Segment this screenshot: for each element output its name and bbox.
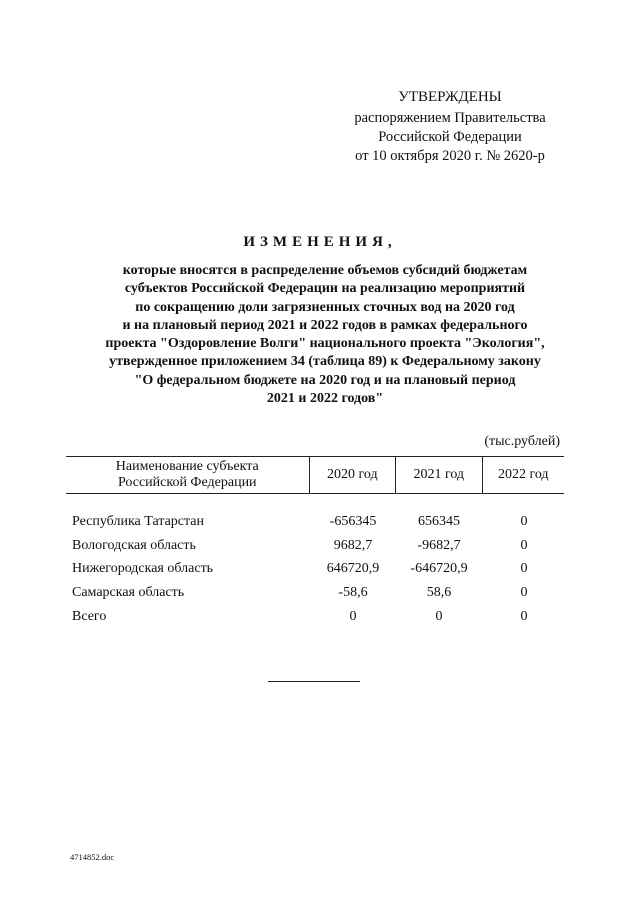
cell-2021: -646720,9 <box>410 561 468 577</box>
document-id: 4714852.doc <box>70 852 115 862</box>
table-body <box>66 510 564 628</box>
table-row <box>66 534 564 558</box>
document-title: ИЗМЕНЕНИЯ, <box>243 234 397 250</box>
document-subtitle <box>80 262 570 408</box>
subtitle-line: 2021 и 2022 годов" <box>266 391 384 407</box>
approval-line-2: Российской Федерации <box>378 129 522 145</box>
approval-heading: УТВЕРЖДЕНЫ <box>398 89 502 105</box>
cell-2020: 9682,7 <box>333 537 373 553</box>
cell-2020: -656345 <box>329 513 377 529</box>
end-separator-line <box>268 681 360 682</box>
approval-block <box>330 88 570 166</box>
cell-2022: 0 <box>520 561 528 577</box>
cell-subject: Республика Татарстан <box>72 513 205 529</box>
cell-subject: Нижегородская область <box>72 561 214 577</box>
cell-2022: 0 <box>520 584 528 600</box>
cell-2021: 656345 <box>418 513 460 529</box>
cell-2022: 0 <box>520 537 528 553</box>
table-row <box>66 510 564 534</box>
subtitle-line: утвержденное приложением 34 (таблица 89) к Федеральному закону <box>109 354 541 370</box>
cell-subject: Всего <box>72 608 107 624</box>
header-subject-line-1: Наименование субъекта <box>115 459 259 474</box>
cell-2020: 646720,9 <box>326 561 380 577</box>
cell-2021: -9682,7 <box>417 537 461 553</box>
subtitle-line: проекта "Оздоровление Волги" национального проекта "Экология", <box>105 336 545 352</box>
subtitle-line: по сокращению доли загрязненных сточных вод на 2020 год <box>135 299 515 315</box>
cell-2022: 0 <box>520 513 528 529</box>
cell-2020: -58,6 <box>338 584 368 600</box>
approval-line-3: от 10 октября 2020 г. № 2620-р <box>355 148 545 164</box>
cell-2020: 0 <box>349 608 357 624</box>
cell-2022: 0 <box>520 608 528 624</box>
subtitle-line: которые вносятся в распределение объемов субсидий бюджетам <box>122 263 528 278</box>
header-2022: 2022 год <box>482 457 565 493</box>
header-2020: 2020 год <box>309 457 395 493</box>
header-2021: 2021 год <box>395 457 481 493</box>
approval-line-1: распоряжением Правительства <box>354 110 546 126</box>
header-subject <box>66 457 309 493</box>
table-row <box>66 557 564 581</box>
header-subject-line-2: Российской Федерации <box>117 475 257 490</box>
cell-subject: Самарская область <box>72 584 185 600</box>
cell-2021: 58,6 <box>426 584 452 600</box>
subtitle-line: и на плановый период 2021 и 2022 годов в рамках федерального <box>122 317 528 333</box>
subsidy-table <box>66 456 564 628</box>
cell-2021: 0 <box>435 608 443 624</box>
subtitle-line: "О федеральном бюджете на 2020 год и на плановый период <box>134 372 516 388</box>
table-row-total <box>66 605 564 629</box>
unit-label: (тыс.рублей) <box>484 434 560 449</box>
cell-subject: Вологодская область <box>72 537 196 553</box>
subtitle-line: субъектов Российской Федерации на реализацию мероприятий <box>124 281 526 297</box>
table-row <box>66 581 564 605</box>
table-header <box>66 456 564 494</box>
